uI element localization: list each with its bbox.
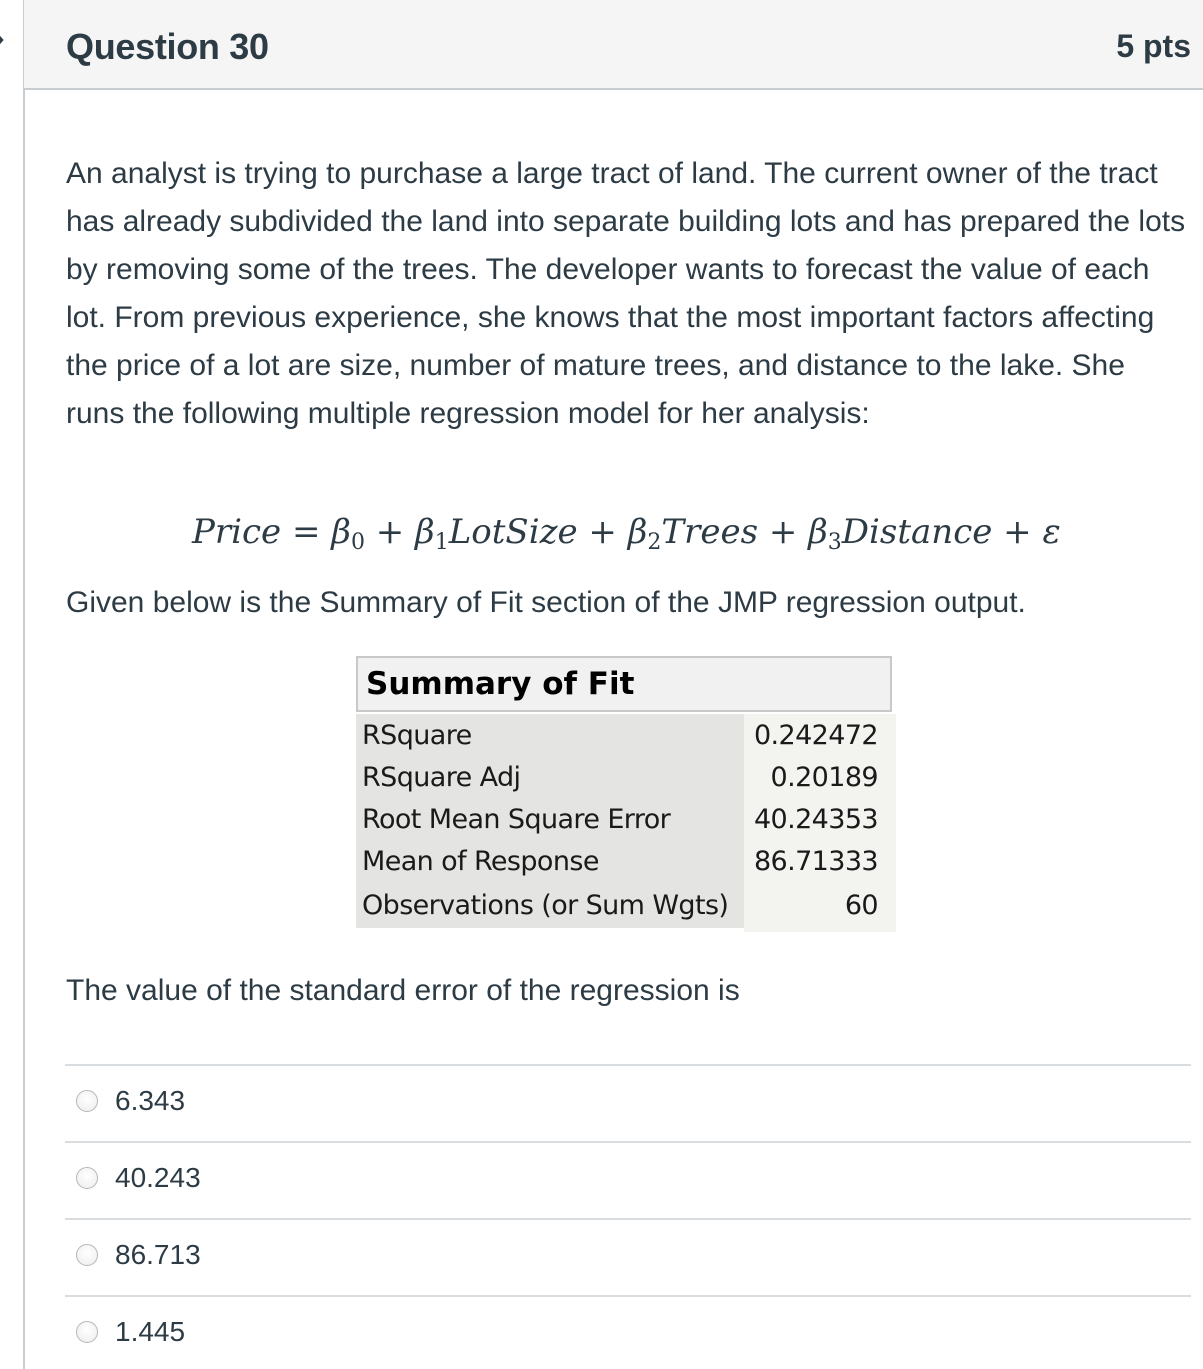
summary-of-fit-header — [356, 656, 892, 712]
answer-option[interactable] — [65, 1141, 1191, 1218]
summary-row — [356, 716, 896, 758]
formula-plus-3: + — [758, 512, 809, 552]
formula-sub-1: 1 — [434, 530, 449, 555]
formula-term-trees: Trees — [661, 512, 759, 552]
summary-row-value: 0.242472 — [753, 720, 878, 751]
summary-row-label: RSquare — [362, 720, 472, 751]
answer-option[interactable] — [65, 1218, 1191, 1295]
answer-option[interactable] — [65, 1064, 1191, 1141]
summary-row-label: Mean of Response — [362, 846, 599, 877]
formula-equals: = — [281, 512, 332, 552]
formula-beta-0: β — [331, 512, 351, 552]
formula-beta-3: β — [808, 512, 828, 552]
answer-option[interactable] — [65, 1295, 1191, 1369]
question-prompt: The value of the standard error of the regression is — [66, 974, 740, 1007]
regression-formula — [192, 512, 1061, 555]
formula-plus-2: + — [577, 512, 628, 552]
summary-of-fit-title: Summary of Fit — [366, 666, 635, 702]
formula-beta-2: β — [627, 512, 648, 552]
formula-term-distance: Distance — [841, 512, 993, 552]
answer-label[interactable]: 86.713 — [115, 1239, 201, 1270]
answer-list — [65, 1064, 1191, 1369]
question-text: An analyst is trying to purchase a large tract of land. The current owner of the tract has already subdivided the land into separate building lots and has prepared the lots by removing some of the trees. The developer wants to forecast the value of each lot. From previous experience, she knows that the most important factors affecting the price of a lot are size, number of mature trees, and distance to the lake. She runs the following multiple regression model for her analysis: — [66, 157, 1186, 430]
summary-row-label: Root Mean Square Error — [362, 804, 671, 835]
formula-plus-4: + — [992, 512, 1043, 552]
summary-row-value: 86.71333 — [753, 846, 878, 877]
radio-button-icon[interactable] — [76, 1167, 98, 1189]
radio-button-icon[interactable] — [76, 1090, 98, 1112]
chevron-right-icon[interactable] — [0, 30, 4, 50]
summary-row — [356, 842, 896, 884]
summary-row-value: 60 — [844, 890, 878, 921]
formula-sub-2: 2 — [647, 530, 662, 555]
radio-button-icon[interactable] — [76, 1244, 98, 1266]
formula-plus-1: + — [364, 512, 416, 552]
summary-row-label: Observations (or Sum Wgts) — [362, 890, 729, 921]
given-text: Given below is the Summary of Fit section of the JMP regression output. — [66, 586, 1026, 619]
summary-row-label: RSquare Adj — [362, 762, 521, 793]
formula-lhs: Price — [192, 512, 282, 552]
answer-label[interactable]: 40.243 — [115, 1162, 201, 1193]
answer-label[interactable]: 1.445 — [115, 1316, 186, 1347]
summary-row — [356, 800, 896, 842]
question-points: 5 pts — [1116, 28, 1191, 64]
radio-button-icon[interactable] — [76, 1321, 98, 1343]
formula-term-lotsize: LotSize — [448, 512, 578, 552]
formula-sub-3: 3 — [827, 530, 842, 555]
summary-row-value: 40.24353 — [753, 804, 878, 835]
summary-row-value: 0.20189 — [770, 762, 878, 793]
summary-of-fit-table — [356, 656, 896, 932]
formula-beta-1: β — [415, 512, 435, 552]
formula-epsilon: ε — [1042, 512, 1061, 552]
left-border — [23, 0, 25, 1369]
question-title: Question 30 — [66, 26, 269, 67]
summary-row — [356, 886, 896, 928]
question-header — [24, 0, 1203, 90]
formula-sub-0: 0 — [350, 530, 365, 555]
answer-label[interactable]: 6.343 — [115, 1085, 186, 1116]
summary-row — [356, 758, 896, 800]
